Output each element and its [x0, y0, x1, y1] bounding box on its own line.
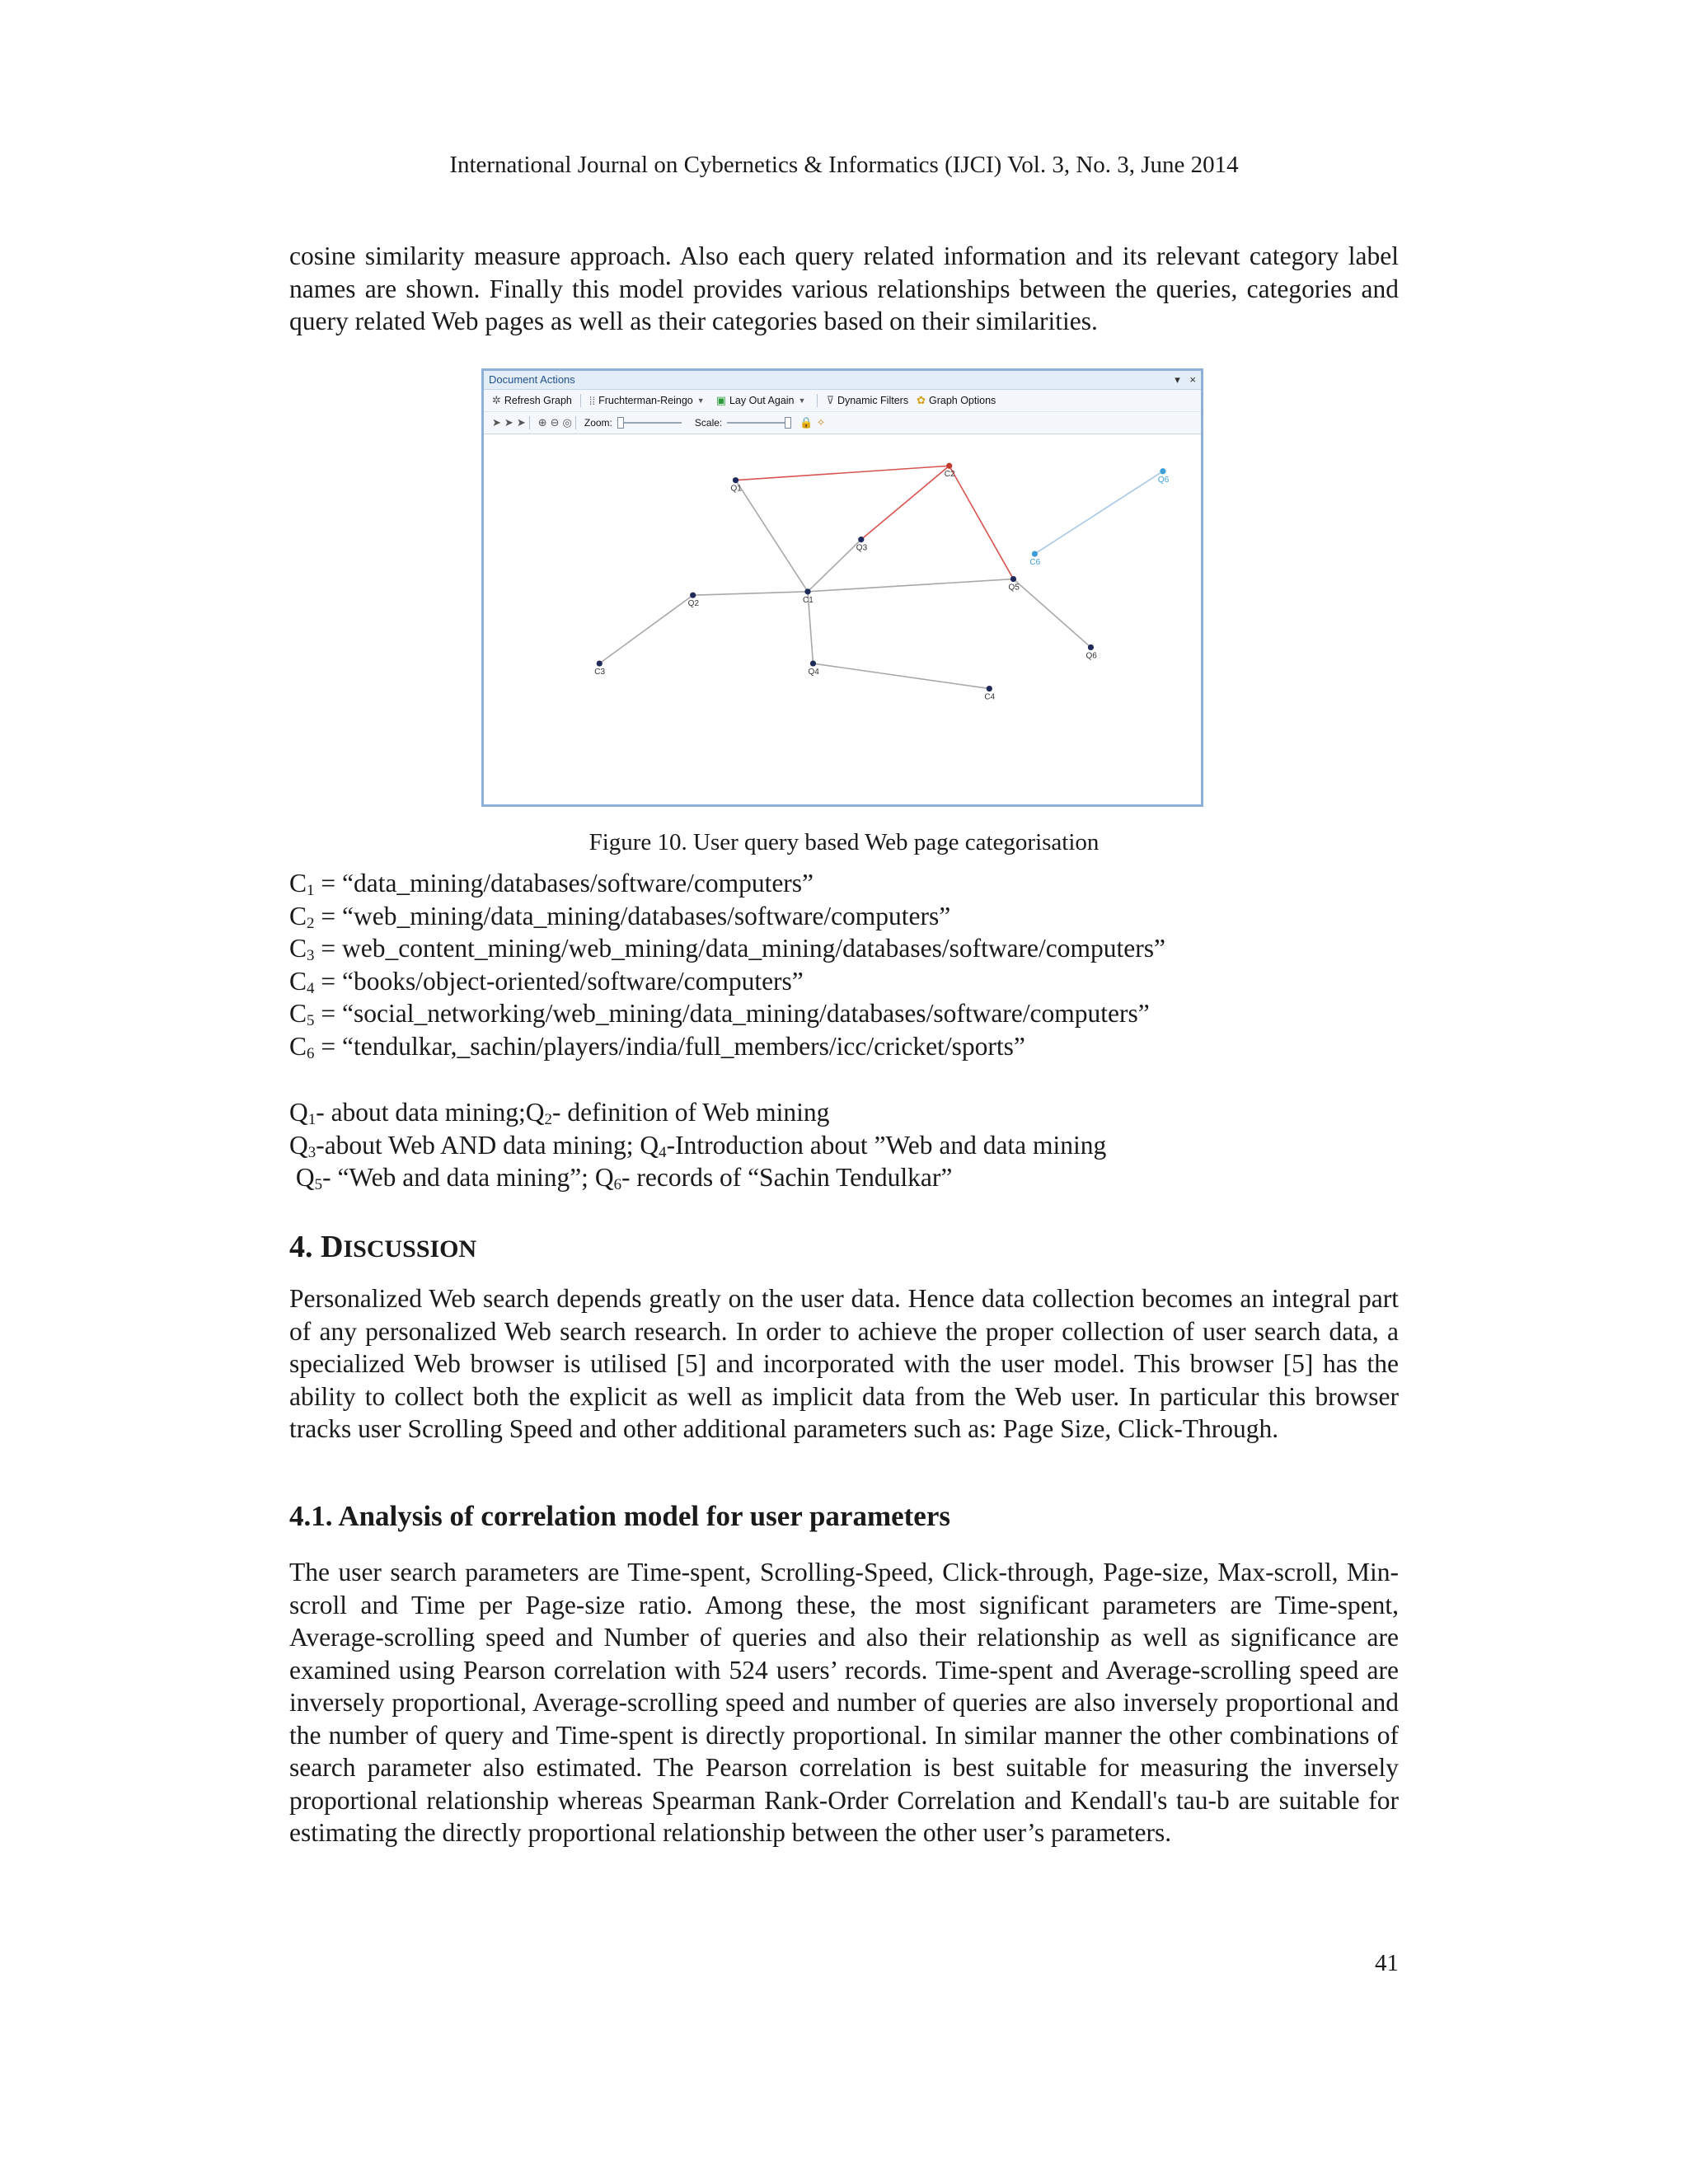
select-adjacent-icon[interactable]: ➤	[504, 416, 513, 429]
graph-edges	[599, 466, 1163, 688]
toolbar-separator	[575, 416, 576, 429]
graph-edge-q3-c1[interactable]	[808, 540, 861, 592]
graph-edge-q2-c1[interactable]	[693, 592, 808, 595]
graph-toolbar	[484, 390, 1201, 412]
graph-node-label-c4: C4	[984, 692, 996, 702]
lock-icon[interactable]: 🔒	[799, 416, 814, 429]
category-c2: $C_2$ = “web_mining/data_mining/databases/software/computers”	[289, 901, 951, 932]
toolbar-separator	[817, 394, 818, 407]
zoom-label: Zoom:	[584, 417, 612, 429]
graph-figure-window	[481, 368, 1203, 807]
graph-node-label-c6: C6	[1029, 558, 1041, 568]
select-pointer-icon[interactable]: ➤	[492, 416, 501, 429]
lightbulb-icon[interactable]: ✧	[816, 416, 826, 429]
graph-node-q3[interactable]	[858, 537, 864, 542]
graph-node-q6a[interactable]	[1160, 468, 1165, 474]
graph-node-q2[interactable]	[690, 593, 696, 598]
graph-node-label-q2: Q2	[687, 599, 700, 609]
graph-node-label-c2: C2	[944, 470, 955, 480]
graph-node-c4[interactable]	[987, 686, 992, 691]
intro-paragraph: cosine similarity measure approach. Also each query related information and its relevant category label names are shown. Finally this model provides various relationships between the queries, categories and query related Web pages as well as their categories based on their similarities.	[289, 241, 1399, 335]
journal-header: International Journal on Cybernetics & Informatics (IJCI) Vol. 3, No. 3, June 2014	[449, 152, 1239, 178]
section-heading-discussion: 4. DISCUSSION	[289, 1230, 477, 1264]
zoom-reset-icon[interactable]: ◎	[562, 416, 572, 429]
graph-node-label-q6a: Q6	[1157, 475, 1170, 485]
analysis-paragraph: The user search parameters are Time-spent, Scrolling-Speed, Click-through, Page-size, Max-scroll, Min-scroll and Time per Page-size ratio. Among these, the most significant parameters are Time-spent, Average-scrolling speed and Number of queries and also their relationship as well as significance are examined using Pearson correlation with 524 users’ records. Time-spent and Average-scrolling speed are inversely proportional, Average-scrolling speed and number of queries are also inversely proportional and the number of query and Time-spent is directly proportional. In similar manner the other combinations of search parameter also estimated. The Pearson correlation is best suitable for measuring the inversely proportional relationship whereas Spearman Rank-Order Correlation and Kendall's tau-b are suitable for estimating the directly proportional relationship between the other user’s parameters.	[289, 1558, 1399, 1847]
graph-node-label-c1: C1	[803, 595, 814, 605]
category-definitions	[289, 867, 1399, 1062]
layout-icon: ⁞⁞	[588, 394, 596, 407]
query-line-1: $Q_1-$ about data $mining;Q_2-$ definition of Web mining	[289, 1098, 830, 1128]
layout-again-icon: ▣	[715, 394, 726, 406]
query-line-2: $Q_3$-about Web AND data mining; $Q_4$-Introduction about ”Web and data mining	[289, 1130, 1107, 1161]
filter-icon: ⊽	[826, 394, 834, 406]
graph-node-label-c3: C3	[594, 668, 606, 677]
graph-nodes	[594, 463, 1169, 702]
graph-node-c6[interactable]	[1032, 551, 1038, 556]
discussion-paragraph: Personalized Web search depends greatly on the user data. Hence data collection becomes an integral part of any personalized Web search research. In order to achieve the proper collection of user search data, a specialized Web browser is utilised [5] and incorporated with the user model. This browser [5] has the ability to collect both the explicit as well as implicit data from the Web user. In particular this browser tracks user Scrolling Speed and other additional parameters such as: Page Size, Click-Through.	[289, 1284, 1399, 1443]
graph-node-label-q5: Q5	[1008, 583, 1020, 593]
graph-canvas[interactable]	[484, 434, 1201, 804]
scale-slider[interactable]	[727, 422, 791, 424]
graph-node-q6b[interactable]	[1088, 644, 1094, 650]
figure-caption: Figure 10. User query based Web page categorisation	[588, 829, 1100, 855]
graph-node-q5[interactable]	[1010, 576, 1016, 582]
graph-node-c1[interactable]	[804, 588, 810, 594]
refresh-graph-button[interactable]: ✲ Refresh Graph	[492, 394, 572, 406]
page-number: 41	[1375, 1950, 1399, 1976]
graph-edge-q1-c2[interactable]	[736, 466, 950, 480]
graph-node-label-q4: Q4	[808, 668, 819, 677]
graph-node-c3[interactable]	[597, 660, 603, 666]
category-c3: $C_3$ = web_content_mining/web_mining/data_mining/databases/software/computers”	[289, 934, 1165, 964]
graph-node-label-q1: Q1	[730, 484, 742, 494]
graph-edge-q3-c2[interactable]	[861, 466, 950, 539]
zoom-slider[interactable]	[617, 422, 682, 424]
graph-view-toolbar	[484, 412, 1201, 434]
window-title: Document Actions	[489, 373, 575, 386]
toolbar-separator	[580, 394, 581, 407]
graph-edge-c6-q6a[interactable]	[1034, 471, 1163, 554]
graph-edge-q4-c4[interactable]	[813, 663, 989, 689]
graph-edge-c1-q5[interactable]	[808, 579, 1013, 592]
graph-edge-q1-c1[interactable]	[736, 480, 808, 592]
query-line-3: $Q_5-$ “Web and data mining”; $Q_6-$ records of “Sachin Tendulkar”	[289, 1163, 953, 1193]
graph-edge-c2-q5[interactable]	[950, 466, 1014, 579]
chevron-down-icon: ▼	[696, 396, 705, 405]
graph-edge-q2-c3[interactable]	[599, 595, 692, 663]
zoom-out-icon[interactable]: ⊖	[550, 416, 560, 429]
window-titlebar	[484, 371, 1201, 390]
toolbar-separator	[529, 416, 530, 429]
dynamic-filters-button[interactable]: ⊽ Dynamic Filters	[826, 394, 909, 406]
chevron-down-icon: ▼	[798, 396, 806, 405]
refresh-icon: ✲	[492, 394, 501, 406]
query-definitions	[289, 1096, 1399, 1194]
category-c4: $C_4$ = “books/object-oriented/software/computers”	[289, 966, 804, 997]
lay-out-again-button[interactable]: ▣ Lay Out Again ▼	[715, 394, 806, 406]
graph-options-icon: ✿	[917, 394, 926, 406]
graph-options-button[interactable]: ✿ Graph Options	[917, 394, 996, 406]
graph-node-c2[interactable]	[946, 463, 952, 469]
scale-label: Scale:	[694, 417, 723, 429]
close-icon[interactable]: ×	[1189, 373, 1196, 386]
category-c5: $C_5$ = “social_networking/web_mining/data_mining/databases/software/computers”	[289, 999, 1150, 1029]
subsection-heading: 4.1. Analysis of correlation model for user parameters	[289, 1500, 950, 1532]
dropdown-icon[interactable]: ▾	[1175, 373, 1180, 386]
graph-node-label-q6b: Q6	[1085, 651, 1097, 661]
category-c6: $C_6$ = “tendulkar,_sachin/players/india/full_members/icc/cricket/sports”	[289, 1031, 1025, 1062]
graph-edge-q5-q6b[interactable]	[1013, 579, 1090, 648]
zoom-in-icon[interactable]: ⊕	[537, 416, 547, 429]
select-subgraph-icon[interactable]: ➤	[516, 416, 526, 429]
category-c1: $C_1$ = “data_mining/databases/software/computers”	[289, 869, 814, 899]
graph-node-q1[interactable]	[733, 477, 738, 483]
layout-algorithm-dropdown[interactable]: ⁞⁞ Fruchterman-Reingo ▼	[588, 394, 705, 407]
graph-node-q4[interactable]	[810, 660, 816, 666]
graph-node-label-q3: Q3	[856, 543, 868, 553]
